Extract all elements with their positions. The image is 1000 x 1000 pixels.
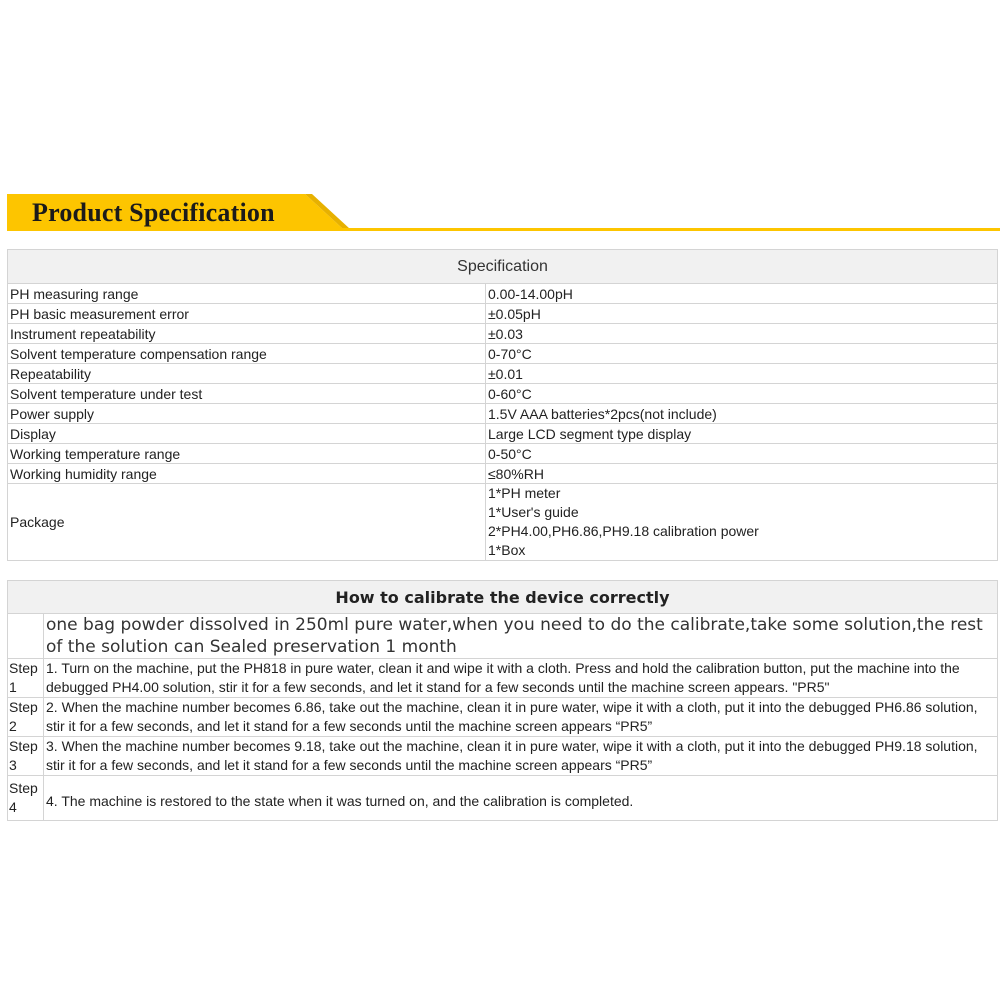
spec-label: Display: [8, 424, 486, 444]
table-row-step: [8, 659, 998, 698]
step-label: Step 3: [8, 737, 44, 776]
table-row: [8, 384, 998, 404]
table-row: [8, 324, 998, 344]
step-text: 3. When the machine number becomes 9.18, take out the machine, clean it in pure water, wipe it with a cloth, put it into the debugged PH9.18 solution, stir it for a few seconds, and let it stand for a few seconds until the machine screen appears “PR5”: [44, 737, 998, 776]
package-item: 1*PH meter: [488, 485, 561, 501]
step-text: 4. The machine is restored to the state when it was turned on, and the calibration is completed.: [44, 776, 998, 821]
table-row: [8, 284, 998, 304]
spec-label: Instrument repeatability: [8, 324, 486, 344]
specification-header: Specification: [8, 250, 998, 284]
step-label: Step 2: [8, 698, 44, 737]
section-banner: [7, 193, 1000, 233]
spec-label-package: Package: [8, 484, 486, 561]
table-row: [8, 304, 998, 324]
spec-value: Large LCD segment type display: [486, 424, 998, 444]
table-row: [8, 444, 998, 464]
specification-table: [7, 249, 998, 561]
step-label: Step1: [8, 659, 44, 698]
step-text: 1. Turn on the machine, put the PH818 in pure water, clean it and wipe it with a cloth. Press and hold the calibration button, put the machine into the debugged PH4.00 solution, stir it for a few seconds, and let it stand for a few seconds until the machine screen appears. "PR5": [44, 659, 998, 698]
spec-value: ±0.01: [486, 364, 998, 384]
package-item: 2*PH4.00,PH6.86,PH9.18 calibration power: [488, 523, 759, 539]
spec-label: Working humidity range: [8, 464, 486, 484]
table-row: [8, 344, 998, 364]
spec-value: ≤80%RH: [486, 464, 998, 484]
table-row: [8, 404, 998, 424]
spec-label: PH measuring range: [8, 284, 486, 304]
table-row-step: [8, 698, 998, 737]
spec-value: ±0.03: [486, 324, 998, 344]
spec-value: 0-60°C: [486, 384, 998, 404]
table-row: [8, 464, 998, 484]
step-text: 2. When the machine number becomes 6.86, take out the machine, clean it in pure water, wipe it with a cloth, put it into the debugged PH6.86 solution, stir it for a few seconds, and let it stand for a few seconds until the machine screen appears “PR5”: [44, 698, 998, 737]
spec-label: Solvent temperature under test: [8, 384, 486, 404]
spec-value: 0.00-14.00pH: [486, 284, 998, 304]
table-row-step: [8, 737, 998, 776]
banner-title: Product Specification: [32, 198, 275, 227]
spec-value: 0-50°C: [486, 444, 998, 464]
calibration-table: [7, 580, 998, 821]
intro-label-cell: [8, 614, 44, 659]
calibration-header: How to calibrate the device correctly: [8, 581, 998, 614]
spec-label: Working temperature range: [8, 444, 486, 464]
spec-label: Power supply: [8, 404, 486, 424]
spec-value: 1.5V AAA batteries*2pcs(not include): [486, 404, 998, 424]
table-row-package: [8, 484, 998, 561]
spec-label: PH basic measurement error: [8, 304, 486, 324]
package-item: 1*User's guide: [488, 504, 579, 520]
step-label: Step 4: [8, 776, 44, 821]
spec-value: 0-70°C: [486, 344, 998, 364]
table-header-row: [8, 250, 998, 284]
table-row-intro: [8, 614, 998, 659]
calibration-intro: one bag powder dissolved in 250ml pure water,when you need to do the calibrate,take some solution,the rest of the solution can Sealed preservation 1 month: [44, 614, 998, 659]
spec-label: Solvent temperature compensation range: [8, 344, 486, 364]
spec-label: Repeatability: [8, 364, 486, 384]
table-row: [8, 364, 998, 384]
package-contents: [486, 484, 998, 561]
table-row: [8, 424, 998, 444]
table-row-step: [8, 776, 998, 821]
package-item: 1*Box: [488, 542, 526, 558]
table-header-row: [8, 581, 998, 614]
spec-value: ±0.05pH: [486, 304, 998, 324]
